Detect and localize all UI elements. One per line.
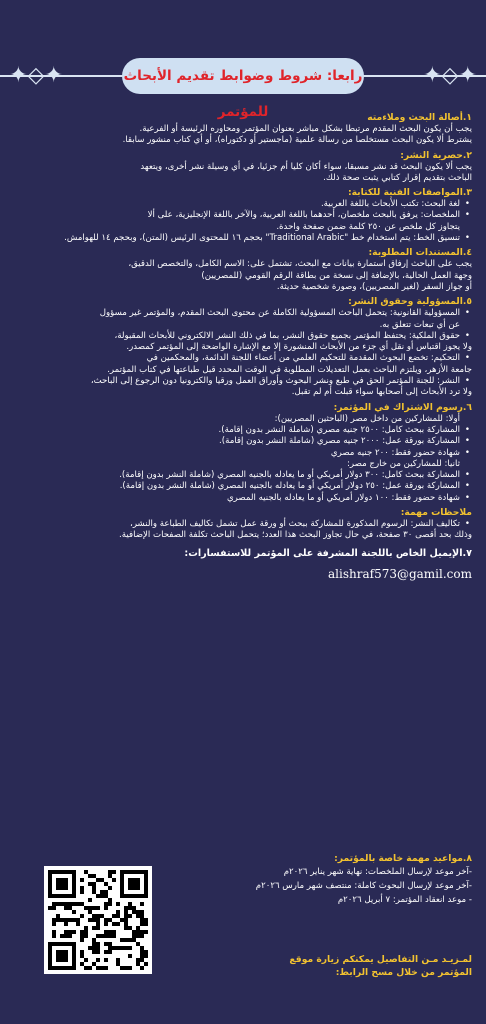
bullet-item: • حقوق الملكية: يحتفظ المؤتمر بجميع حقوق النشر، بما في ذلك النشر الالكتروني للأبحاث المقبولة، bbox=[14, 331, 472, 342]
paragraph-line: الباحث بتقديم إقرار كتابي يثبت صحة ذلك. bbox=[323, 172, 472, 183]
section-heading-notes: ملاحظات مهمة: bbox=[400, 507, 472, 519]
ornament-left-icon: ✦◇✦ bbox=[9, 63, 63, 88]
fees-abroad-label: ثانيا: للمشاركين من خارج مصر: bbox=[347, 458, 460, 469]
contact-email-link[interactable]: alishraf573@gamil.com bbox=[328, 566, 472, 581]
section-heading-dates: ٨.مواعيد مهمة خاصة بالمؤتمر: bbox=[334, 853, 472, 864]
bullet-item: • لغة البحث: تكتب الأبحاث باللغة العربية. bbox=[14, 199, 472, 210]
bullet-continuation: ولا يجوز اقتباس أو نقل أي جزء من الأبحاث المنشورة إلا مع الإشارة الواضحة إلى المؤتمر كمصدر. bbox=[126, 342, 472, 353]
email-label: ٧.الإيميل الخاص باللجنة المشرفة على المؤتمر للاستفسارات: bbox=[184, 547, 472, 559]
fee-item: • المشاركة ببحث كامل: ٣٠٠ دولار أمريكي أو ما يعادله بالجنيه المصري (شاملة النشر بدون إقامة). bbox=[14, 470, 472, 481]
bullet-continuation: جامعة الأزهر، ويلتزم الباحث بعمل التعديلات المطلوبة في الوقت المحدد قبل طباعتها في كتاب المؤتمر. bbox=[107, 364, 472, 375]
important-dates bbox=[202, 853, 472, 907]
note-continuation: وذلك بحد أقصى ٣٠ صفحة، في حال تجاوز البحث هذا العدد؛ يتحمل الباحث تكلفة الصفحات الإضافية. bbox=[119, 530, 472, 541]
fees-egypt-label: أولا: للمشاركين من داخل مصر (الباحثين المصريين): bbox=[274, 413, 460, 424]
bullet-continuation: عن أي تبعات تتعلق به. bbox=[379, 319, 460, 330]
section-title: رابعا: شروط وضوابط تقديم الأبحاث للمؤتمر bbox=[122, 58, 364, 94]
section-heading-documents: ٤.المستندات المطلوبة: bbox=[368, 247, 472, 259]
bullet-item: • التحكيم: تخضع البحوث المقدمة للتحكيم العلمي من أعضاء اللجنة الدائمة، والمحكمين في bbox=[14, 353, 472, 364]
section-heading-exclusivity: ٢.حصرية النشر: bbox=[400, 149, 472, 161]
more-info-line: لمـزيـد مـن التفاصيل يمكنكم زيارة موقع bbox=[289, 954, 472, 965]
conditions-content bbox=[14, 112, 472, 588]
date-item: -آخر موعد لإرسال البحوث كاملة: منتصف شهر مارس ٢٠٢٦م bbox=[255, 881, 472, 891]
fee-item: • المشاركة ببحث كامل: ٢٥٠٠ جنيه مصري (شاملة النشر بدون إقامة). bbox=[14, 425, 472, 436]
section-heading-technical-specs: ٣.المواصفات الفنية للكتابة: bbox=[347, 187, 472, 199]
ornament-right-icon: ✦◇✦ bbox=[423, 63, 477, 88]
fee-item: • المشاركة بورقة عمل: ٢٠٠٠ جنيه مصري (شاملة النشر بدون إقامة). bbox=[14, 436, 472, 447]
fee-item: • المشاركة بورقة عمل: ٢٥٠ دولار أمريكي أو ما يعادله بالجنيه المصري (شاملة النشر بدون إقامة). bbox=[14, 481, 472, 492]
paragraph-line: أو جواز السفر (لغير المصريين)، وصورة شخصية حديثة. bbox=[276, 281, 472, 292]
paragraph-line: وجهة العمل الحالية، بالإضافة إلى نسخة من بطاقة الرقم القومي (للمصريين) bbox=[201, 270, 472, 281]
section-heading-originality: ١.أصالة البحث وملاءمته bbox=[367, 112, 472, 123]
bullet-item: • تنسيق الخط: يتم استخدام خط "Traditional Arabic" بحجم ١٦ للمحتوى الرئيس (المتن)، وبحجم ١٤ للهوامش. bbox=[14, 233, 472, 244]
paragraph-line: يجب أن يكون البحث المقدم مرتبطا بشكل مباشر بعنوان المؤتمر ومحاوره الرئيسة أو الفرعية. bbox=[139, 124, 472, 134]
date-item: -آخر موعد لإرسال الملخصات: نهاية شهر يناير ٢٠٢٦م bbox=[283, 867, 472, 877]
bullet-continuation: يتجاوز كل ملخص عن ٢٥٠ كلمة ضمن صفحة واحدة. bbox=[276, 221, 460, 232]
note-item: • تكاليف النشر: الرسوم المذكورة للمشاركة ببحث أو ورقة عمل تشمل تكاليف الطباعة والنشر، bbox=[14, 519, 472, 530]
fee-item: • شهادة حضور فقط: ٢٠٠ جنيه مصري bbox=[14, 448, 472, 459]
paragraph-line: يجب ألا يكون البحث قد نشر مسبقا، سواء أكان كليا أم جزئيا، في أي وسيلة نشر أخرى، ويتعهد bbox=[140, 161, 472, 172]
more-info-text bbox=[182, 953, 472, 979]
paragraph-line: يجب على الباحث إرفاق استمارة بيانات مع البحث، تشتمل على: الاسم الكامل، والتخصص الدقيق، bbox=[128, 259, 472, 270]
more-info-line: المؤتمر من خلال مسح الرابط: bbox=[335, 967, 472, 978]
bullet-item: • النشر: للجنة المؤتمر الحق في طبع ونشر البحوث وأوراق العمل ورقيا والكترونيا دون الرجوع إلى الباحث، bbox=[14, 376, 472, 387]
bullet-continuation: ولا ترد الأبحاث إلى أصحابها سواء قبلت أم لم تقبل. bbox=[291, 387, 472, 398]
fee-item: • شهادة حضور فقط: ١٠٠ دولار أمريكي أو ما يعادله بالجنيه المصري bbox=[14, 493, 472, 504]
qr-code-icon[interactable] bbox=[44, 866, 152, 974]
section-heading-responsibility: ٥.المسؤولية وحقوق النشر: bbox=[348, 296, 472, 308]
bullet-item: • المسؤولية القانونية: يتحمل الباحث المسؤولية الكاملة عن محتوى البحث المقدم، والمؤتمر غير مسؤول bbox=[14, 308, 472, 319]
section-heading-fees: ٦.رسوم الاشتراك في المؤتمر: bbox=[333, 401, 472, 413]
date-item: - موعد انعقاد المؤتمر: ٧ أبريل ٢٠٢٦م bbox=[337, 895, 472, 905]
bullet-item: • الملخصات: يرفق بالبحث ملخصان، أحدهما باللغة العربية، والآخر باللغة الإنجليزية، على ألا bbox=[14, 210, 472, 221]
paragraph-line: يشترط ألا يكون البحث مستخلصا من رسالة علمية (ماجستير أو دكتوراه)، أو أي كتاب منشور سابقا. bbox=[122, 135, 472, 146]
